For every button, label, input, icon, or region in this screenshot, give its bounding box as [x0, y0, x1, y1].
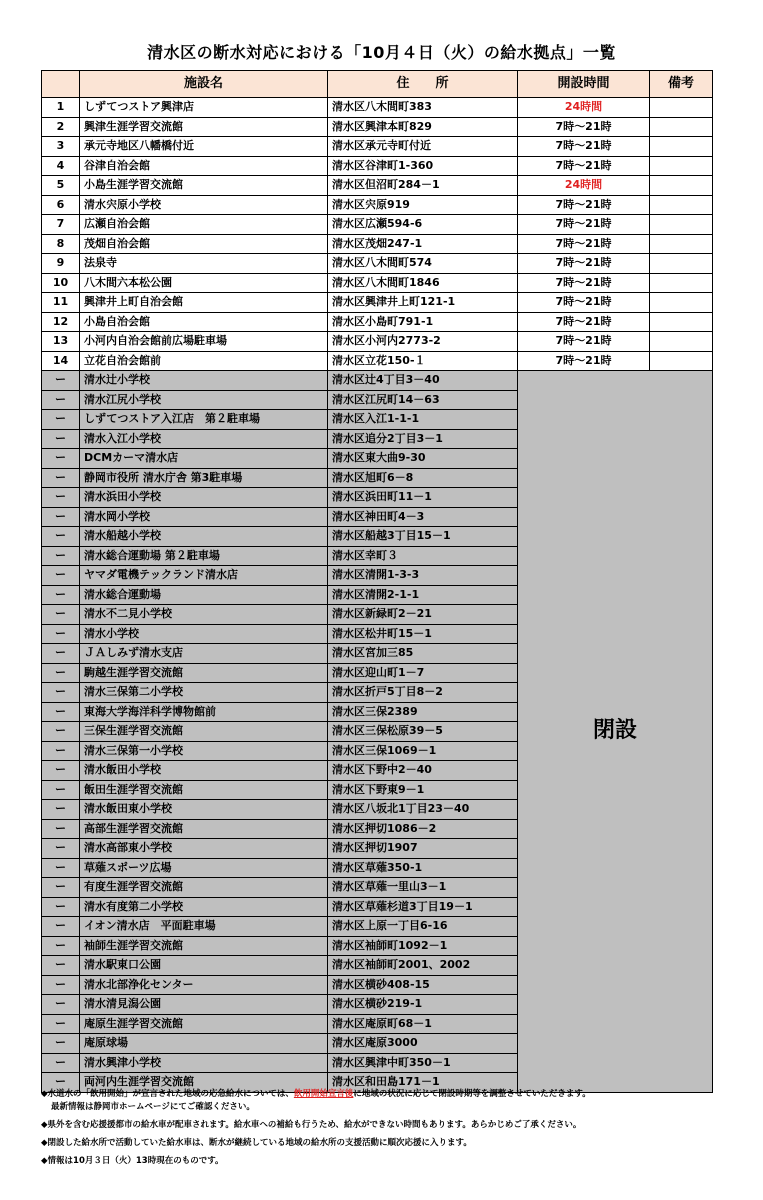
- facility-name: しずてつストア入江店 第２駐車場: [80, 410, 328, 430]
- opening-hours: 7時～21時: [518, 293, 650, 313]
- row-number: ー: [42, 605, 80, 625]
- table-row: [42, 195, 713, 215]
- table-header-row: [42, 71, 713, 98]
- row-number: ー: [42, 1053, 80, 1073]
- table-row: [42, 176, 713, 196]
- row-number: ー: [42, 449, 80, 469]
- facility-address: 清水区袖師町1092－1: [328, 936, 518, 956]
- row-number: 14: [42, 351, 80, 371]
- facility-name: 清水不二見小学校: [80, 605, 328, 625]
- facility-name: 草薙スポーツ広場: [80, 858, 328, 878]
- facility-address: 清水区迎山町1－7: [328, 663, 518, 683]
- facility-address: 清水区承元寺町付近: [328, 137, 518, 157]
- table-row: [42, 156, 713, 176]
- opening-hours: 7時～21時: [518, 215, 650, 235]
- facility-name: 清水江尻小学校: [80, 390, 328, 410]
- row-number: ー: [42, 936, 80, 956]
- row-number: ー: [42, 1034, 80, 1054]
- row-number: 11: [42, 293, 80, 313]
- note-closed-sites: ◆閉設した給水所で活動していた給水車は、断水が継続している地域の給水所の支援活動に順次応援に入ります。: [41, 1138, 472, 1148]
- facility-address: 清水区清開2-1-1: [328, 585, 518, 605]
- facility-address: 清水区三保1069－1: [328, 741, 518, 761]
- facility-name: 清水小学校: [80, 624, 328, 644]
- facility-address: 清水区袖師町2001、2002: [328, 956, 518, 976]
- facility-name: 清水総合運動場: [80, 585, 328, 605]
- row-number: ー: [42, 878, 80, 898]
- facility-address: 清水区八坂北1丁目23－40: [328, 800, 518, 820]
- row-number: ー: [42, 390, 80, 410]
- facility-name: 有度生涯学習交流館: [80, 878, 328, 898]
- row-number: ー: [42, 624, 80, 644]
- row-number: ー: [42, 527, 80, 547]
- facility-address: 清水区神田町4－3: [328, 507, 518, 527]
- facility-name: 八木間六本松公園: [80, 273, 328, 293]
- facility-name: 清水飯田小学校: [80, 761, 328, 781]
- remarks-cell: [650, 254, 713, 274]
- facility-address: 清水区東大曲9-30: [328, 449, 518, 469]
- facility-address: 清水区入江1-1-1: [328, 410, 518, 430]
- row-number: ー: [42, 780, 80, 800]
- opening-hours: 7時～21時: [518, 195, 650, 215]
- table-body: [42, 98, 713, 1093]
- table-row: [42, 293, 713, 313]
- row-number: 12: [42, 312, 80, 332]
- footnotes: [41, 1088, 731, 1173]
- note-water-trucks: ◆県外を含む応援援都市の給水車が配車されます。給水車への補給も行うため、給水ができない時間もあります。あらかじめご了承ください。: [41, 1120, 582, 1130]
- facility-name: 飯田生涯学習交流館: [80, 780, 328, 800]
- facility-address: 清水区横砂408-15: [328, 975, 518, 995]
- facility-address: 清水区谷津町1-360: [328, 156, 518, 176]
- row-number: 8: [42, 234, 80, 254]
- table-row: [42, 312, 713, 332]
- facility-address: 清水区小島町791-1: [328, 312, 518, 332]
- facility-address: 清水区興津本町829: [328, 117, 518, 137]
- facility-name: 小島自治会館: [80, 312, 328, 332]
- facility-name: 清水興津小学校: [80, 1053, 328, 1073]
- row-number: ー: [42, 683, 80, 703]
- facility-name: ヤマダ電機テックランド清水店: [80, 566, 328, 586]
- row-number: ー: [42, 585, 80, 605]
- opening-hours: 7時～21時: [518, 137, 650, 157]
- remarks-cell: [650, 176, 713, 196]
- facility-address: 清水区広瀬594-6: [328, 215, 518, 235]
- row-number: ー: [42, 1014, 80, 1034]
- facility-address: 清水区横砂219-1: [328, 995, 518, 1015]
- row-number: 6: [42, 195, 80, 215]
- closed-status-label: 閉設: [518, 371, 713, 1093]
- opening-hours: 7時～21時: [518, 254, 650, 274]
- remarks-cell: [650, 117, 713, 137]
- facility-address: 清水区旭町6－8: [328, 468, 518, 488]
- facility-address: 清水区辻4丁目3－40: [328, 371, 518, 391]
- row-number: ー: [42, 722, 80, 742]
- row-number: 2: [42, 117, 80, 137]
- facility-name: 両河内生涯学習交流館: [80, 1073, 328, 1093]
- facility-address: 清水区下野東9－1: [328, 780, 518, 800]
- remarks-cell: [650, 351, 713, 371]
- row-number: ー: [42, 761, 80, 781]
- header-facility-name: 施設名: [80, 71, 328, 98]
- note-drinking-water: [41, 1088, 731, 1114]
- remarks-cell: [650, 156, 713, 176]
- remarks-cell: [650, 332, 713, 352]
- facility-name: 清水三保第二小学校: [80, 683, 328, 703]
- facility-address: 清水区清開1-3-3: [328, 566, 518, 586]
- remarks-cell: [650, 98, 713, 118]
- row-number: 5: [42, 176, 80, 196]
- facility-name: 谷津自治会館: [80, 156, 328, 176]
- facility-name: 高部生涯学習交流館: [80, 819, 328, 839]
- row-number: ー: [42, 975, 80, 995]
- facility-name: 駒越生涯学習交流館: [80, 663, 328, 683]
- opening-hours: 7時～21時: [518, 273, 650, 293]
- facility-name: しずてつストア興津店: [80, 98, 328, 118]
- facility-name: DCMカーマ清水店: [80, 449, 328, 469]
- facility-address: 清水区庵原3000: [328, 1034, 518, 1054]
- table-row: [42, 98, 713, 118]
- row-number: ー: [42, 410, 80, 430]
- facility-name: 清水総合運動場 第２駐車場: [80, 546, 328, 566]
- remarks-cell: [650, 195, 713, 215]
- facility-address: 清水区八木間町383: [328, 98, 518, 118]
- facility-name: 袖師生涯学習交流館: [80, 936, 328, 956]
- opening-hours: 24時間: [518, 176, 650, 196]
- row-number: 4: [42, 156, 80, 176]
- facility-address: 清水区八木間町574: [328, 254, 518, 274]
- row-number: ー: [42, 917, 80, 937]
- remarks-cell: [650, 215, 713, 235]
- opening-hours: 7時～21時: [518, 156, 650, 176]
- row-number: ー: [42, 858, 80, 878]
- facility-name: 清水船越小学校: [80, 527, 328, 547]
- facility-name: 立花自治会館前: [80, 351, 328, 371]
- remarks-cell: [650, 312, 713, 332]
- facility-address: 清水区江尻町14－63: [328, 390, 518, 410]
- row-number: ー: [42, 546, 80, 566]
- facility-name: 清水入江小学校: [80, 429, 328, 449]
- facility-address: 清水区和田島171－1: [328, 1073, 518, 1093]
- facility-name: 庵原生涯学習交流館: [80, 1014, 328, 1034]
- facility-name: 承元寺地区八幡橋付近: [80, 137, 328, 157]
- facility-address: 清水区押切1086－2: [328, 819, 518, 839]
- table-row: [42, 351, 713, 371]
- facility-address: 清水区浜田町11－1: [328, 488, 518, 508]
- facility-address: 清水区追分2丁目3－1: [328, 429, 518, 449]
- facility-name: 清水飯田東小学校: [80, 800, 328, 820]
- facility-address: 清水区宮加三85: [328, 644, 518, 664]
- row-number: ー: [42, 897, 80, 917]
- facility-address: 清水区庵原町68－1: [328, 1014, 518, 1034]
- facility-name: 茂畑自治会館: [80, 234, 328, 254]
- facility-name: 東海大学海洋科学博物館前: [80, 702, 328, 722]
- row-number: ー: [42, 800, 80, 820]
- opening-hours: 7時～21時: [518, 312, 650, 332]
- facility-address: 清水区八木間町1846: [328, 273, 518, 293]
- header-remarks: 備考: [650, 71, 713, 98]
- note-text: ◆水道水の「飲用開始」が宣言された地域の応急給水については、: [41, 1089, 294, 1099]
- facility-name: 清水高部東小学校: [80, 839, 328, 859]
- water-supply-table: [41, 70, 713, 1093]
- facility-address: 清水区船越3丁目15－1: [328, 527, 518, 547]
- facility-address: 清水区立花150-１: [328, 351, 518, 371]
- facility-name: ＪＡしみず清水支店: [80, 644, 328, 664]
- row-number: ー: [42, 566, 80, 586]
- opening-hours: 7時～21時: [518, 332, 650, 352]
- facility-address: 清水区興津井上町121-1: [328, 293, 518, 313]
- row-number: 13: [42, 332, 80, 352]
- facility-name: 清水浜田小学校: [80, 488, 328, 508]
- facility-address: 清水区但沼町284－1: [328, 176, 518, 196]
- facility-name: 興津井上町自治会館: [80, 293, 328, 313]
- row-number: ー: [42, 468, 80, 488]
- facility-address: 清水区松井町15－1: [328, 624, 518, 644]
- opening-hours: 7時～21時: [518, 117, 650, 137]
- row-number: 1: [42, 98, 80, 118]
- row-number: ー: [42, 371, 80, 391]
- facility-name: イオン清水店 平面駐車場: [80, 917, 328, 937]
- facility-name: 三保生涯学習交流館: [80, 722, 328, 742]
- opening-hours: 7時～21時: [518, 351, 650, 371]
- row-number: ー: [42, 507, 80, 527]
- facility-address: 清水区三保松原39－5: [328, 722, 518, 742]
- row-number: ー: [42, 488, 80, 508]
- facility-address: 清水区幸町３: [328, 546, 518, 566]
- facility-address: 清水区草薙杉道3丁目19－1: [328, 897, 518, 917]
- facility-address: 清水区興津中町350－1: [328, 1053, 518, 1073]
- row-number: 10: [42, 273, 80, 293]
- header-opening-hours: 開設時間: [518, 71, 650, 98]
- opening-hours: 7時～21時: [518, 234, 650, 254]
- row-number: 9: [42, 254, 80, 274]
- table-row: [42, 117, 713, 137]
- row-number: ー: [42, 429, 80, 449]
- facility-address: 清水区押切1907: [328, 839, 518, 859]
- row-number: ー: [42, 741, 80, 761]
- facility-name: 静岡市役所 清水庁舎 第3駐車場: [80, 468, 328, 488]
- facility-address: 清水区上原一丁目6-16: [328, 917, 518, 937]
- table-row: [42, 332, 713, 352]
- table-row: [42, 137, 713, 157]
- facility-address: 清水区草薙一里山3－1: [328, 878, 518, 898]
- table-row-closed: [42, 371, 713, 391]
- facility-address: 清水区三保2389: [328, 702, 518, 722]
- facility-address: 清水区茂畑247-1: [328, 234, 518, 254]
- facility-address: 清水区下野中2－40: [328, 761, 518, 781]
- header-no: [42, 71, 80, 98]
- facility-name: 清水清見潟公園: [80, 995, 328, 1015]
- row-number: ー: [42, 702, 80, 722]
- row-number: ー: [42, 995, 80, 1015]
- opening-hours: 24時間: [518, 98, 650, 118]
- row-number: 3: [42, 137, 80, 157]
- table-row: [42, 273, 713, 293]
- remarks-cell: [650, 234, 713, 254]
- row-number: ー: [42, 839, 80, 859]
- facility-name: 小島生涯学習交流館: [80, 176, 328, 196]
- facility-address: 清水区草薙350-1: [328, 858, 518, 878]
- facility-name: 清水駅東口公園: [80, 956, 328, 976]
- facility-name: 清水三保第一小学校: [80, 741, 328, 761]
- row-number: ー: [42, 644, 80, 664]
- facility-name: 清水岡小学校: [80, 507, 328, 527]
- row-number: ー: [42, 663, 80, 683]
- facility-address: 清水区新緑町2－21: [328, 605, 518, 625]
- facility-address: 清水区宍原919: [328, 195, 518, 215]
- remarks-cell: [650, 273, 713, 293]
- table-row: [42, 254, 713, 274]
- table-row: [42, 234, 713, 254]
- facility-address: 清水区折戸5丁目8－2: [328, 683, 518, 703]
- facility-address: 清水区小河内2773-2: [328, 332, 518, 352]
- remarks-cell: [650, 293, 713, 313]
- facility-name: 清水有度第二小学校: [80, 897, 328, 917]
- page-title: 清水区の断水対応における「10月４日（火）の給水拠点」一覧: [147, 43, 616, 62]
- facility-name: 庵原球場: [80, 1034, 328, 1054]
- facility-name: 清水北部浄化センター: [80, 975, 328, 995]
- note-info-date: ◆情報は10月３日（火）13時現在のものです。: [41, 1156, 224, 1166]
- facility-name: 興津生涯学習交流館: [80, 117, 328, 137]
- row-number: ー: [42, 1073, 80, 1093]
- facility-name: 広瀬自治会館: [80, 215, 328, 235]
- header-address: 住 所: [328, 71, 518, 98]
- facility-name: 清水辻小学校: [80, 371, 328, 391]
- note-text: 最新情報は静岡市ホームページにてご確認ください。: [51, 1102, 255, 1112]
- row-number: ー: [42, 956, 80, 976]
- facility-name: 法泉寺: [80, 254, 328, 274]
- row-number: ー: [42, 819, 80, 839]
- row-number: 7: [42, 215, 80, 235]
- facility-name: 清水宍原小学校: [80, 195, 328, 215]
- note-highlight: 飲用開始宣言後: [293, 1089, 354, 1099]
- facility-name: 小河内自治会館前広場駐車場: [80, 332, 328, 352]
- remarks-cell: [650, 137, 713, 157]
- table-row: [42, 215, 713, 235]
- note-text: に地域の状況に応じて閉設時期等を調整させていただきます。: [353, 1089, 591, 1099]
